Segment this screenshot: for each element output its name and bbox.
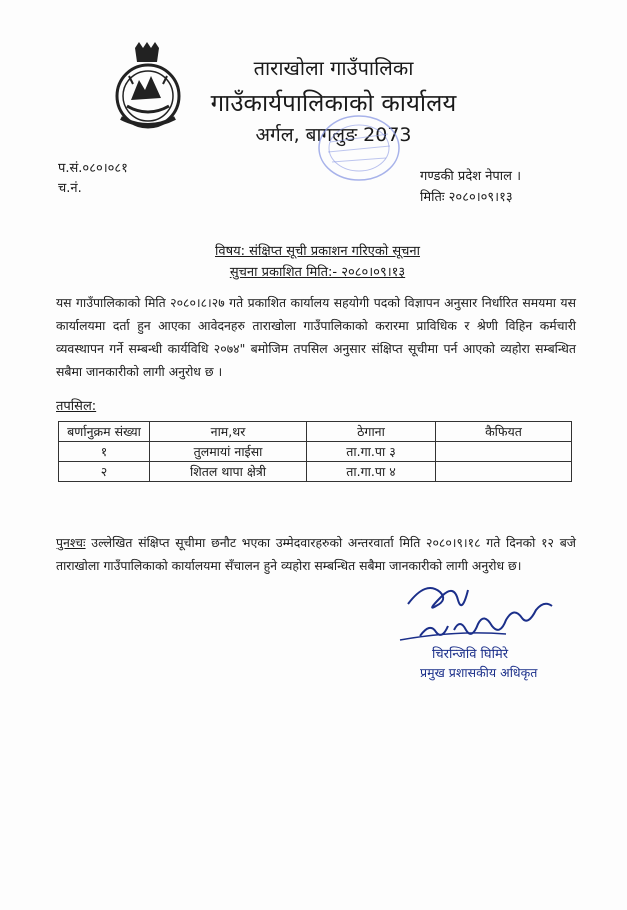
office-stamp (316, 112, 402, 184)
cell-serial: १ (59, 442, 150, 462)
reference-number: प.सं.०८०।०८१ (58, 161, 128, 176)
shortlist-table (58, 421, 572, 482)
cell-remarks (436, 462, 572, 482)
cell-address: ता.गा.पा ३ (307, 442, 436, 462)
header-serial: बर्णानुक्रम संख्या (59, 422, 150, 442)
postscript-text: उल्लेखित संक्षिप्त सूचीमा छनौट भएका उम्मेदवारहरुको अन्तरवार्ता मिति २०८०।९।१८ गते दिनको १२ बजे ताराखोला गाउँपालिकाको कार्यालयमा सँचालन हुने व्यहोरा सम्बन्धित सबैमा जानकारीको लागी अनुरोध छ। (56, 535, 576, 573)
cell-name: शितल थापा क्षेत्री (150, 462, 307, 482)
cell-serial: २ (59, 462, 150, 482)
letterhead-municipality: ताराखोला गाउँपालिका (253, 56, 414, 80)
dispatch-number: च.नं. (58, 181, 82, 196)
province-text: गण्डकी प्रदेश नेपाल । (420, 169, 522, 184)
cell-remarks (436, 442, 572, 462)
signatory-name: चिरन्जिवि घिमिरे (432, 647, 509, 662)
cell-name: तुलमायां नाईसा (150, 442, 307, 462)
table-row (59, 462, 572, 482)
header-name: नाम,थर (150, 422, 307, 442)
signatory-title: प्रमुख प्रशासकीय अधिकृत (420, 665, 538, 680)
letterhead-address: अर्गल, बागलुङ 2073 (255, 124, 412, 146)
letterhead-office: गाउँकार्यपालिकाको कार्यालय (210, 89, 457, 117)
header-address: ठेगाना (307, 422, 436, 442)
table-label: तपसिल: (56, 399, 97, 414)
letter-date: मितिः २०८०।०९।१३ (420, 190, 513, 205)
postscript-label: पुनश्चः (56, 535, 86, 550)
notice-date-line: सुचना प्रकाशित मिति:- २०८०।०९।१३ (229, 265, 406, 280)
handwritten-signature (396, 570, 566, 648)
table-header-row (59, 422, 572, 442)
subject-line: विषय: संक्षिप्त सूची प्रकाशन गरिएको सूचना (215, 244, 420, 259)
body-paragraph: यस गाउँपालिकाको मिति २०८०।८।२७ गते प्रकाशित कार्यालय सहयोगी पदको विज्ञापन अनुसार निर्धारित समयमा यस कार्यालयमा दर्ता हुन आएका आवेदनहरु ताराखोला गाउँपालिकाको करारमा प्राविधिक र श्रेणी विहिन कर्मचारी व्यवस्थापन गर्ने सम्बन्धी कार्यविधि २०७४" बमोजिम तपसिल अनुसार संक्षिप्त सूचीमा पर्न आएको व्यहोरा सम्बन्धित सबैमा जानकारीको लागी अनुरोध छ । (56, 295, 576, 379)
header-remarks: कैफियत (436, 422, 572, 442)
cell-address: ता.गा.पा ४ (307, 462, 436, 482)
table-row (59, 442, 572, 462)
